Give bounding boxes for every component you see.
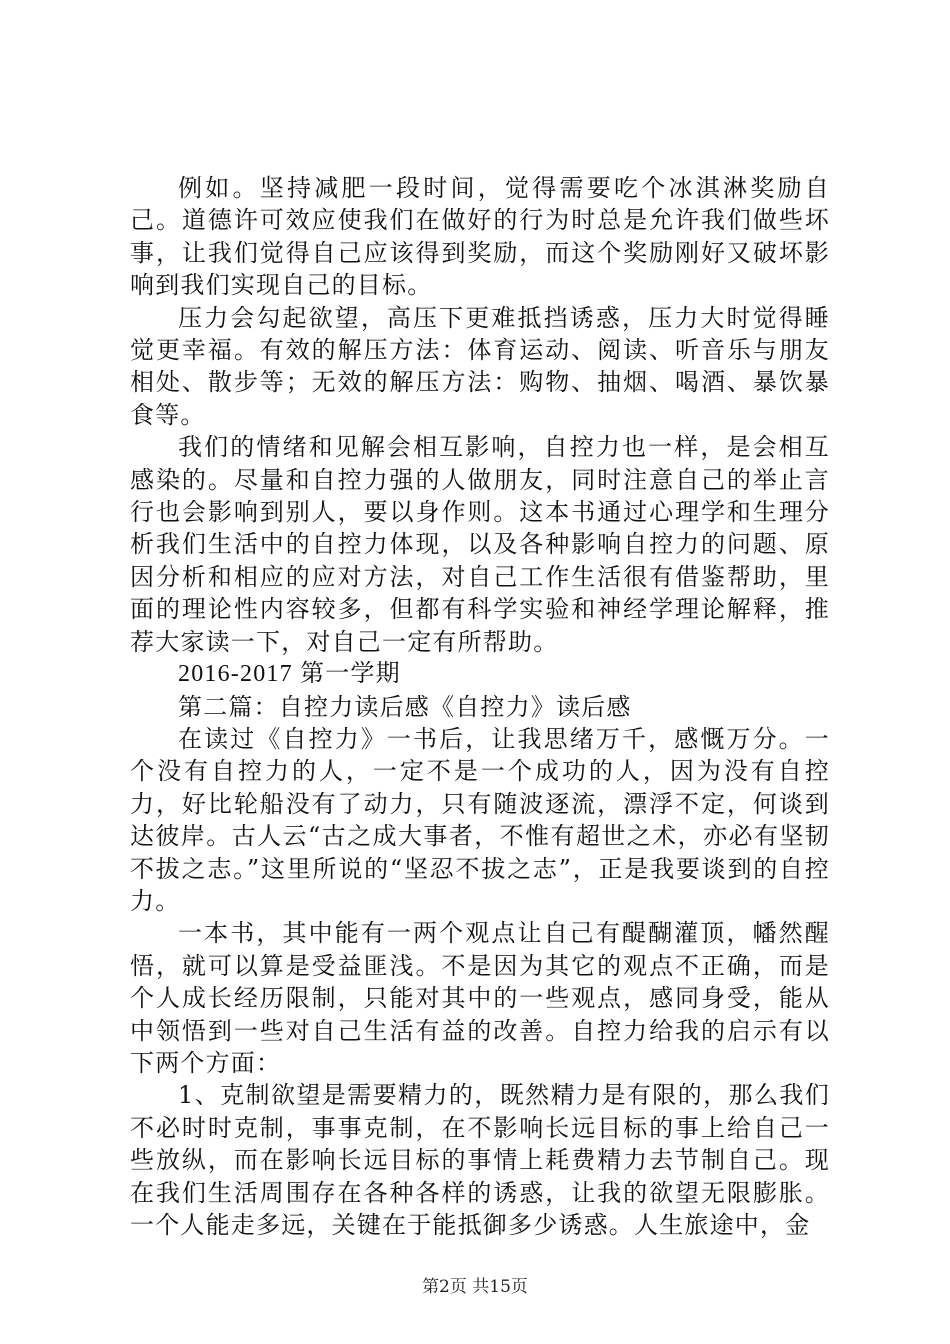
paragraph-point-1: 1、克制欲望是需要精力的，既然精力是有限的，那么我们不必时时克制，事事克制，在不影响长远目标的事上给自己一些放纵，而在影响长远目标的事情上耗费精力去节制自己。现在我们生活周围存在各种各样的诱惑，让我的欲望无限膨胀。一个人能走多远，关键在于能抵御多少诱惑。人生旅途中，金 <box>130 1081 830 1239</box>
paragraph-stress: 压力会勾起欲望，高压下更难抵挡诱惑，压力大时觉得睡觉更幸福。有效的解压方法：体育运动、阅读、听音乐与朋友相处、散步等；无效的解压方法：购物、抽烟、喝酒、暴饮暴食等。 <box>130 303 830 429</box>
paragraph-social-influence: 我们的情绪和见解会相互影响，自控力也一样，是会相互感染的。尽量和自控力强的人做朋友，同时注意自己的举止言行也会影响到别人，要以身作则。这本书通过心理学和生理分析我们生活中的自控力体现，以及各种影响自控力的问题、原因分析和相应的应对方法，对自己工作生活很有借鉴帮助，里面的理论性内容较多，但都有科学实验和神经学理论解释，推荐大家读一下，对自己一定有所帮助。 <box>130 433 830 656</box>
section-heading: 第二篇：自控力读后感《自控力》读后感 <box>178 692 632 721</box>
paragraph-intro: 在读过《自控力》一书后，让我思绪万千，感慨万分。一个没有自控力的人，一定不是一个成功的人，因为没有自控力，好比轮船没有了动力，只有随波逐流，漂浮不定，何谈到达彼岸。古人云“古之成大事者，不惟有超世之术，亦必有坚韧不拔之志。”这里所说的“坚忍不拔之志”，正是我要谈到的自控力。 <box>130 724 830 915</box>
paragraph-insight: 一本书，其中能有一两个观点让自己有醍醐灌顶，幡然醒悟，就可以算是受益匪浅。不是因为其它的观点不正确，而是个人成长经历限制，只能对其中的一些观点，感同身受，能从中领悟到一些对自己生活有益的改善。自控力给我的启示有以下两个方面： <box>130 919 830 1077</box>
paragraph-moral-licensing: 例如。坚持减肥一段时间，觉得需要吃个冰淇淋奖励自己。道德许可效应使我们在做好的行为时总是允许我们做些坏事，让我们觉得自己应该得到奖励，而这个奖励刚好又破坏影响到我们实现自己的目标。 <box>130 174 830 300</box>
semester-line: 2016-2017 第一学期 <box>178 661 401 688</box>
page-number: 第2页 共15页 <box>422 1277 528 1297</box>
document-body <box>130 172 830 1241</box>
